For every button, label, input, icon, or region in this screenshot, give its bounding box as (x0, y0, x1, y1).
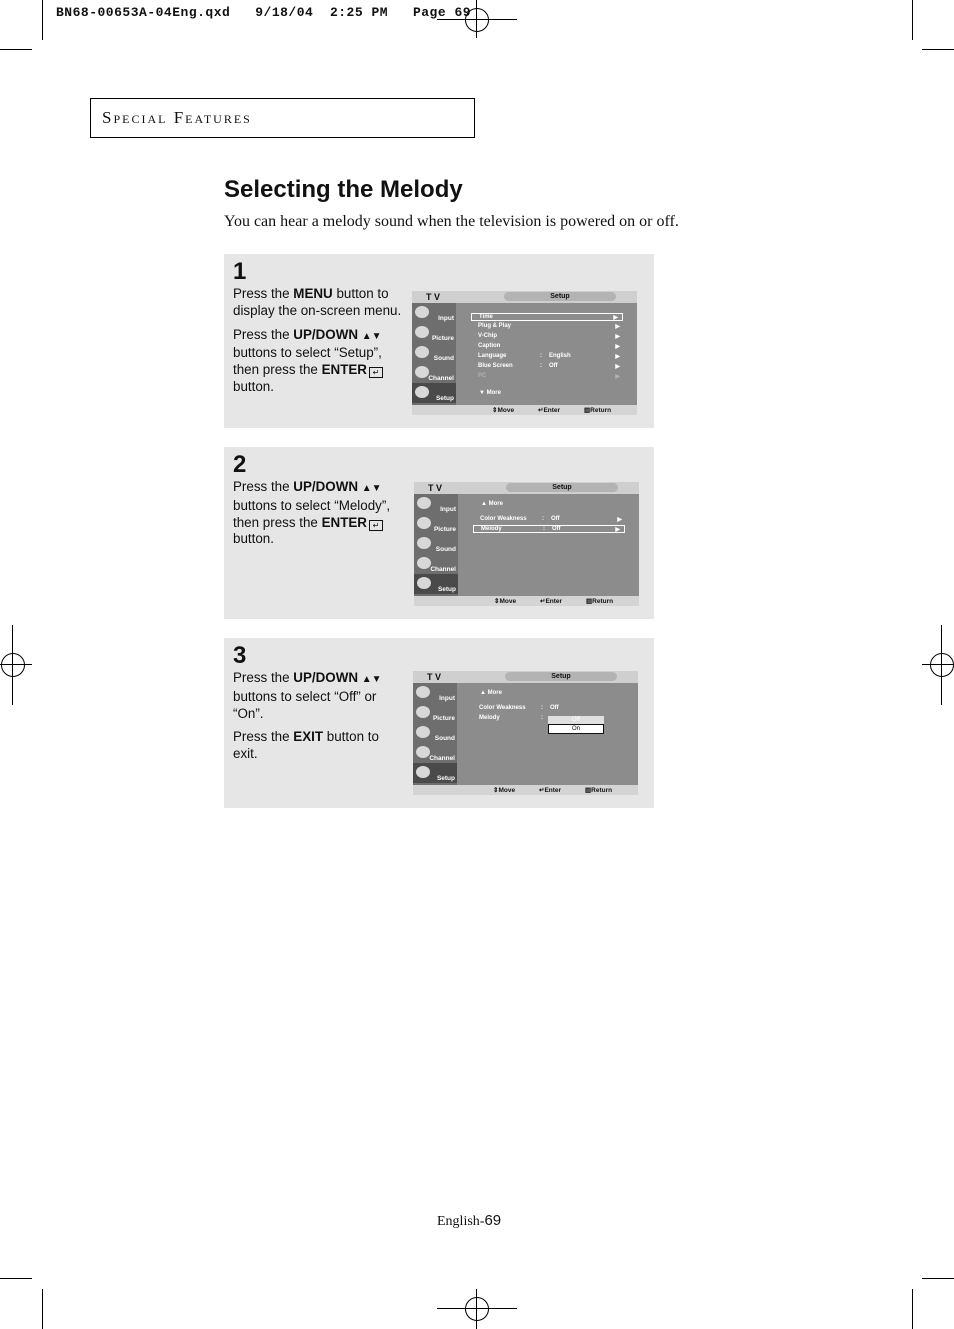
step-1-panel (224, 254, 654, 428)
step-number: 1 (233, 258, 247, 285)
crop-mark (912, 1289, 913, 1329)
picture-icon (415, 326, 429, 338)
tv-osd-screenshot: T V Setup Input Picture Sound Channel Setup ▲ More Color Weakness : Off ▶ Melody : Off ▶ ⇕ Move ↵ Enter ▥ Return (414, 482, 639, 606)
crop-mark (912, 0, 913, 40)
crop-mark (922, 49, 954, 50)
picture-icon (417, 517, 431, 529)
crop-mark (0, 1278, 32, 1279)
melody-dropdown (548, 716, 604, 734)
setup-icon (417, 577, 431, 589)
dropdown-option-off: Off (548, 716, 604, 724)
input-icon (415, 306, 429, 318)
up-down-arrows-icon: ▲▼ (361, 483, 382, 494)
sound-icon (415, 346, 429, 358)
input-icon (417, 497, 431, 509)
crop-mark (42, 1289, 43, 1329)
osd-sidebar: Input Picture Sound Channel Setup (412, 303, 456, 405)
crop-mark (42, 0, 43, 40)
tv-osd-screenshot: T V Setup Input Picture Sound Channel Setup Time ▶ Plug & Play ▶ V-Chip ▶ Caption ▶ Language : English ▶ Blue Screen : Off ▶ PC ▶ ▼ More ⇕ Move ↵ Enter ▥ Return (412, 291, 637, 415)
up-down-arrows-icon: ▲▼ (361, 330, 382, 342)
channel-icon (416, 746, 430, 758)
crop-mark (0, 49, 32, 50)
sound-icon (417, 537, 431, 549)
intro-text: You can hear a melody sound when the television is powered on or off. (224, 213, 679, 230)
channel-icon (417, 557, 431, 569)
page-footer: English-69 (437, 1212, 502, 1229)
enter-icon: ↵ (369, 520, 383, 531)
enter-icon: ↵ (369, 367, 383, 378)
crop-mark (922, 1278, 954, 1279)
picture-icon (416, 706, 430, 718)
step-3-panel (224, 638, 654, 808)
step-instructions: Press the MENU button to display the on-screen menu. Press the UP/DOWN ▲▼ buttons to select “Setup”, then press the ENTER ↵ button. (233, 286, 402, 394)
step-2-panel (224, 447, 654, 619)
page-title: Selecting the Melody (224, 176, 463, 203)
print-slug: BN68-00653A-04Eng.qxd 9/18/04 2:25 PM Page 69 (56, 5, 472, 20)
step-instructions: Press the UP/DOWN ▲▼ buttons to select “Off” or “On”. Press the EXIT button to exit. (233, 670, 382, 762)
input-icon (416, 686, 430, 698)
channel-icon (415, 366, 429, 378)
up-down-arrows-icon: ▲▼ (361, 674, 382, 685)
step-number: 2 (233, 451, 247, 478)
step-number: 3 (233, 642, 247, 669)
sound-icon (416, 726, 430, 738)
section-title: Special Features (102, 108, 252, 127)
setup-icon (415, 386, 429, 398)
setup-icon (416, 766, 430, 778)
dropdown-option-on: On (548, 724, 604, 734)
tv-osd-screenshot: T V Setup Input Picture Sound Channel Setup ▲ More Color Weakness : Off Melody : Off On ⇕ Move ↵ Enter ▥ Return (413, 671, 638, 795)
step-instructions: Press the UP/DOWN ▲▼ buttons to select “Melody”, then press the ENTER ↵ button. (233, 479, 391, 547)
